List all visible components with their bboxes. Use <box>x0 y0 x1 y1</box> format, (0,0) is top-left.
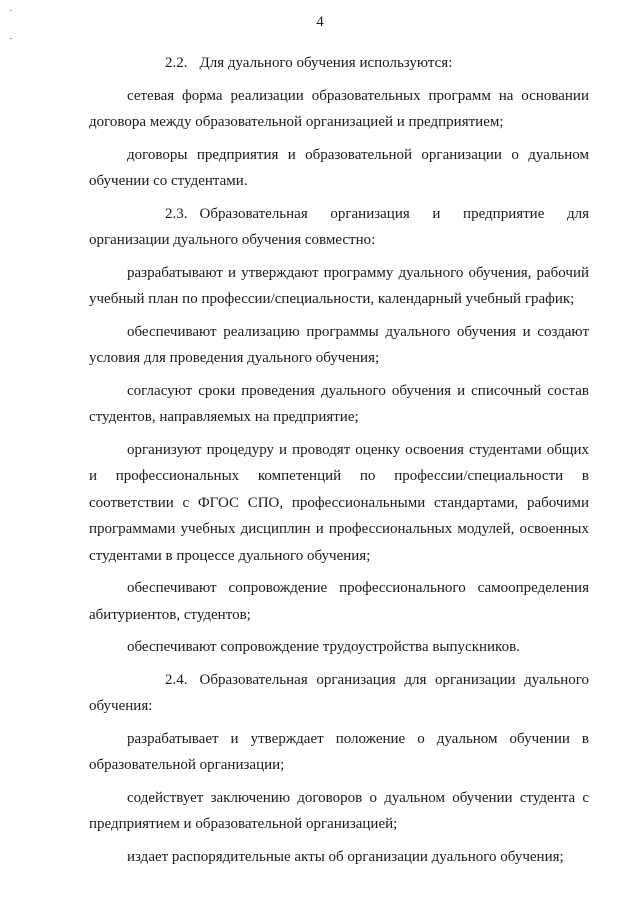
clause-number: 2.2. <box>165 55 188 71</box>
list-item <box>89 378 589 431</box>
paragraph-text: разрабатывают и утверждают программу дуального обучения, рабочий учебный план по профессии/специальности, календарный учебный график; <box>89 264 589 307</box>
list-item <box>89 83 589 136</box>
paragraph-text: организуют процедуру и проводят оценку освоения студентами общих и профессиональных компетенций по профессии/специальности в соответствии с ФГОС СПО, профессиональными стандартами, рабочими программами учебных дисциплин и профессиональных модулей, освоенных студентами в процессе дуального обучения; <box>89 441 589 564</box>
list-item <box>89 142 589 195</box>
paragraph-text: издает распорядительные акты об организации дуального обучения; <box>127 848 564 865</box>
paragraph-text: обеспечивают реализацию программы дуального обучения и создают условия для проведения дуального обучения; <box>89 323 589 366</box>
list-item <box>89 575 589 628</box>
paragraph-text: обеспечивают сопровождение трудоустройства выпускников. <box>127 639 520 655</box>
paragraph-text: сетевая форма реализации образовательных программ на основании договора между образовательной организацией и предприятием; <box>89 87 589 130</box>
list-item <box>89 785 589 838</box>
list-item <box>89 319 589 372</box>
list-item <box>89 844 589 871</box>
clause-number: 2.4. <box>165 671 188 688</box>
page-number: 4 <box>316 14 324 30</box>
list-item <box>89 437 589 570</box>
list-item <box>89 726 589 779</box>
scan-speck <box>10 38 12 39</box>
paragraph-text: разрабатывает и утверждает положение о дуальном обучении в образовательной организации; <box>89 730 589 773</box>
document-body <box>89 50 589 876</box>
paragraph-text: договоры предприятия и образовательной организации о дуальном обучении со студентами. <box>89 146 589 189</box>
paragraph-text: обеспечивают сопровождение профессионального самоопределения абитуриентов, студентов; <box>89 580 589 623</box>
list-item <box>89 634 589 661</box>
paragraph-text: содействует заключению договоров о дуальном обучении студента с предприятием и образовательной организацией; <box>89 789 589 832</box>
paragraph-2-2 <box>89 50 589 77</box>
paragraph-text: Образовательная организация и предприятие для организации дуального обучения совместно: <box>89 205 589 248</box>
paragraph-2-4 <box>89 667 589 720</box>
paragraph-text: Для дуального обучения используются: <box>199 55 453 71</box>
clause-number: 2.3. <box>165 205 188 222</box>
paragraph-2-3 <box>89 201 589 254</box>
paragraph-text: Образовательная организация для организации дуального обучения: <box>89 671 589 714</box>
scan-speck <box>10 10 12 11</box>
list-item <box>89 260 589 313</box>
paragraph-text: согласуют сроки проведения дуального обучения и списочный состав студентов, направляемых на предприятие; <box>89 382 589 425</box>
